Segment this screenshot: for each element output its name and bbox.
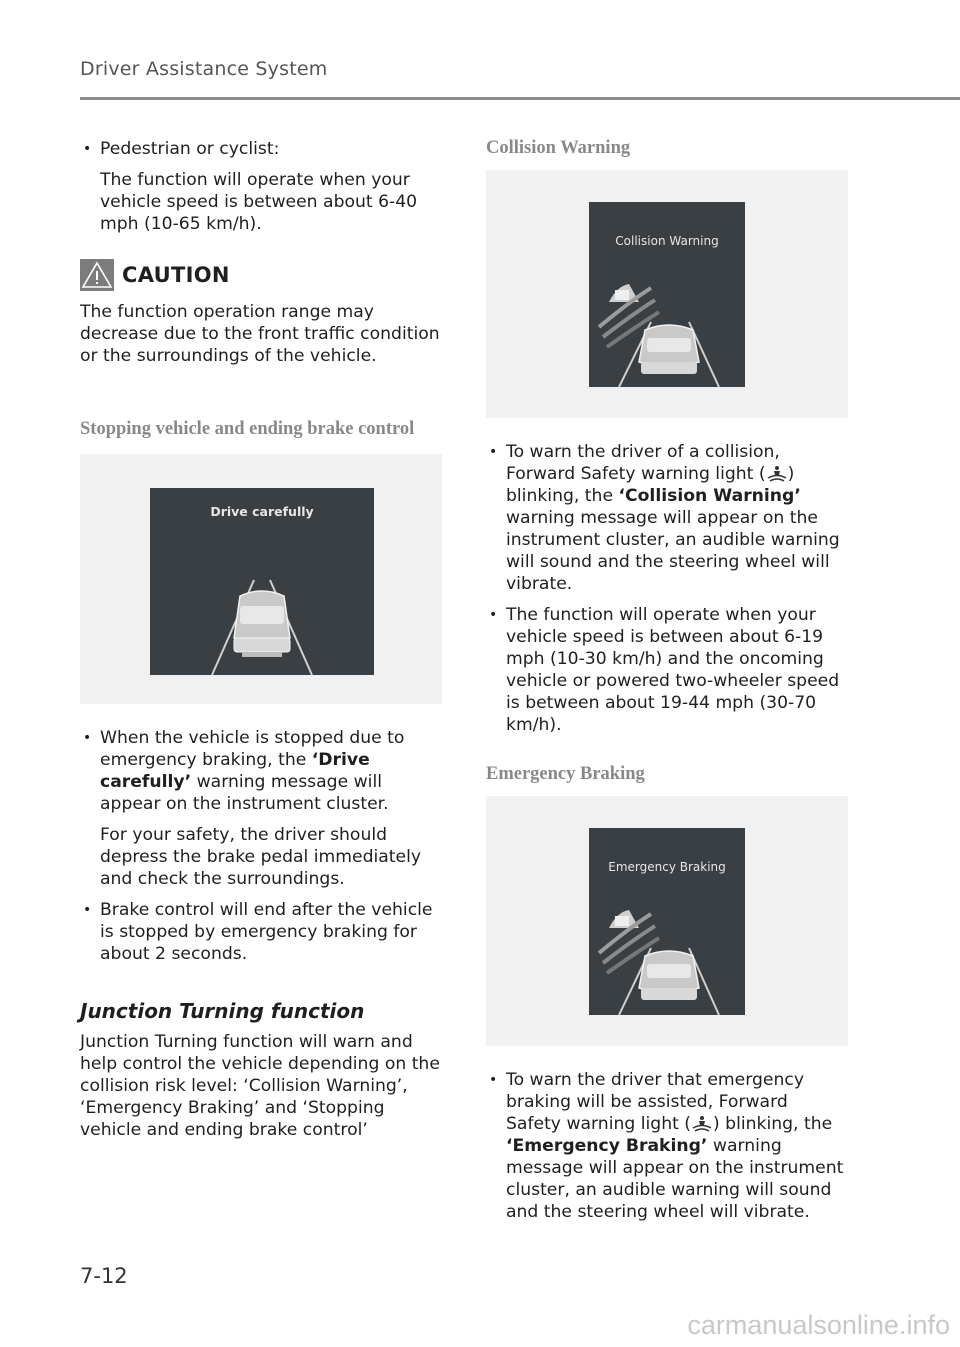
watermark: carmanualsonline.info: [687, 1310, 950, 1340]
bullet-text: The function will operate when your vehicle speed is between about 6-19 mph (10-30 km/h) and the oncoming vehicle or powered two-wheeler speed is between about 19-44 mph (30-70 km/h).: [506, 605, 840, 735]
screen-message: Collision Warning: [615, 234, 719, 248]
bullet-text: warning message will appear on the instrument cluster.: [100, 772, 389, 814]
bullet-bold-text: ‘Collision Warning’: [618, 486, 801, 506]
bullet-text: ) blinking, the: [506, 464, 795, 506]
list-item: [486, 1069, 848, 1223]
emergency-list: [486, 1069, 848, 1223]
forward-safety-warning-icon: [766, 464, 788, 482]
list-item: [486, 441, 848, 595]
stopping-figure: [80, 454, 442, 704]
warning-triangle-icon: [80, 259, 114, 291]
bullet-text: Brake control will end after the vehicle is stopped by emergency braking for about 2 seconds.: [100, 900, 433, 964]
emergency-graphic: [589, 828, 745, 1015]
car-lane-graphic: [150, 488, 374, 675]
forward-safety-warning-icon: [691, 1114, 713, 1132]
caution-label: CAUTION: [122, 263, 230, 287]
bullet-bold-text: ‘Emergency Braking’: [506, 1136, 708, 1156]
bullet-text: warning message will appear on the instrument cluster, an audible warning will sound and the steering wheel will vibrate.: [506, 1136, 844, 1222]
bullet-text: warning message will appear on the instrument cluster, an audible warning will sound and the steering wheel will vibrate.: [506, 508, 840, 594]
emergency-heading: Emergency Braking: [486, 764, 645, 784]
stopping-list: [80, 727, 442, 965]
bullet-text: To warn the driver that emergency braking will be assisted, Forward Safety warning light (: [506, 1070, 804, 1134]
bullet-subtext: For your safety, the driver should depress the brake pedal immediately and check the surroundings.: [100, 825, 422, 889]
list-item: [80, 138, 442, 160]
emergency-figure: [486, 796, 848, 1046]
page-number: 7-12: [80, 1264, 128, 1288]
screen-message: Emergency Braking: [608, 860, 726, 874]
bullet-text: ) blinking, the: [713, 1114, 833, 1134]
collision-list: [486, 441, 848, 736]
pedestrian-text: The function will operate when your vehicle speed is between about 6-40 mph (10-65 km/h).: [100, 170, 418, 234]
page-header-title: Driver Assistance System: [80, 58, 328, 80]
left-column: [80, 138, 442, 1141]
list-item: [80, 727, 442, 890]
pedestrian-list: [80, 138, 442, 160]
cluster-screen: [150, 488, 374, 675]
junction-heading: Junction Turning function: [80, 999, 365, 1023]
caution-text: The function operation range may decrease due to the front traffic condition or the surroundings of the vehicle.: [80, 302, 440, 366]
list-item: [80, 899, 442, 965]
collision-heading: Collision Warning: [486, 138, 631, 158]
collision-graphic: [589, 202, 745, 387]
right-column: [486, 138, 848, 1223]
cluster-screen: [589, 828, 745, 1015]
bullet-text: To warn the driver of a collision, Forward Safety warning light (: [506, 442, 780, 484]
header-divider: [80, 97, 960, 100]
bullet-text: When the vehicle is stopped due to emergency braking, the: [100, 728, 405, 770]
junction-text: Junction Turning function will warn and help control the vehicle depending on the collision risk level: ‘Collision Warning’, ‘Emergency Braking’ and ‘Stopping vehicle and ending brake control’: [80, 1032, 440, 1140]
cluster-screen: [589, 202, 745, 387]
screen-message: Drive carefully: [210, 504, 314, 519]
collision-figure: [486, 170, 848, 418]
bullet-bold-text: ‘Drive carefully’: [100, 750, 370, 792]
list-item: [486, 604, 848, 736]
caution-header: [80, 259, 442, 291]
stopping-heading: Stopping vehicle and ending brake control: [80, 419, 415, 439]
pedestrian-title: Pedestrian or cyclist:: [100, 139, 280, 159]
